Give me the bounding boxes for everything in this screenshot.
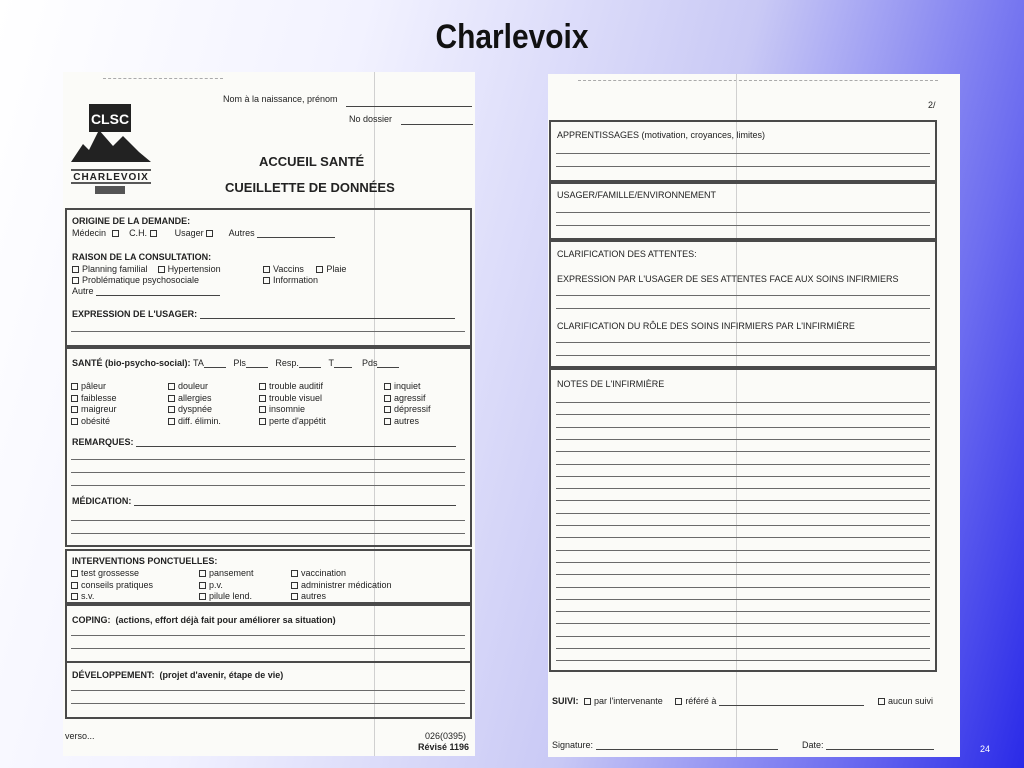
svg-text:CLSC: CLSC xyxy=(90,111,130,127)
checkbox[interactable] xyxy=(259,418,266,425)
page-marker: 2/ xyxy=(928,100,936,110)
date-line[interactable] xyxy=(826,749,934,750)
remarks-line-2[interactable] xyxy=(71,459,465,460)
other-origin-line[interactable] xyxy=(257,237,335,238)
checkbox[interactable] xyxy=(71,582,78,589)
notes-ruled-line[interactable] xyxy=(556,587,930,588)
medication-label: MÉDICATION: xyxy=(72,496,456,506)
health-col-3: trouble auditif trouble visuel insomnie perte d'appétit xyxy=(259,381,326,427)
nurse-notes-label: NOTES DE L'INFIRMIÈRE xyxy=(557,379,665,389)
checkbox[interactable] xyxy=(199,582,206,589)
expression-label: EXPRESSION DE L'USAGER: xyxy=(72,309,455,319)
remarks-line[interactable] xyxy=(136,446,456,447)
notes-ruled-line[interactable] xyxy=(556,525,930,526)
follow-up-row: SUIVI: par l'intervenante référé à xyxy=(552,696,864,706)
checkbox[interactable] xyxy=(584,698,591,705)
user-family-line-2[interactable] xyxy=(556,225,930,226)
notes-ruled-line[interactable] xyxy=(556,464,930,465)
coping-line-2[interactable] xyxy=(71,648,465,649)
checkbox[interactable] xyxy=(71,395,78,402)
expectations-section xyxy=(549,240,937,368)
checkbox[interactable] xyxy=(259,406,266,413)
interventions-col-3: vaccination administrer médication autres xyxy=(291,568,392,603)
checkbox[interactable] xyxy=(675,698,682,705)
checkbox[interactable] xyxy=(384,406,391,413)
health-col-1: pâleur faiblesse maigreur obésité xyxy=(71,381,117,427)
nursing-role-line-1[interactable] xyxy=(556,342,930,343)
clsc-logo xyxy=(69,100,154,196)
origin-title: ORIGINE DE LA DEMANDE: xyxy=(72,216,191,226)
notes-ruled-line[interactable] xyxy=(556,414,930,415)
notes-ruled-line[interactable] xyxy=(556,402,930,403)
checkbox[interactable] xyxy=(384,383,391,390)
user-family-label: USAGER/FAMILLE/ENVIRONNEMENT xyxy=(557,190,717,200)
expectations-line-2[interactable] xyxy=(556,308,930,309)
development-label: DÉVELOPPEMENT: (projet d'avenir, étape de vie) xyxy=(72,670,284,680)
signature-row: Signature: xyxy=(552,740,778,750)
form-revision: Révisé 1196 xyxy=(418,742,470,752)
checkbox[interactable] xyxy=(71,418,78,425)
nursing-role-line-2[interactable] xyxy=(556,355,930,356)
reason-other: Autre xyxy=(72,286,220,296)
expression-line[interactable] xyxy=(200,318,455,319)
checkbox[interactable] xyxy=(150,230,157,237)
checkbox[interactable] xyxy=(199,570,206,577)
coping-line-1[interactable] xyxy=(71,635,465,636)
slide-page-number: 24 xyxy=(979,744,990,754)
checkbox[interactable] xyxy=(71,383,78,390)
checkbox[interactable] xyxy=(71,406,78,413)
notes-ruled-line[interactable] xyxy=(556,574,930,575)
reason-row-1b: Vaccins Plaie xyxy=(263,264,346,274)
checkbox[interactable] xyxy=(71,570,78,577)
referred-to-line[interactable] xyxy=(719,705,864,706)
medication-line-2[interactable] xyxy=(71,520,465,521)
no-follow-up: aucun suivi xyxy=(878,696,933,706)
name-field-line[interactable] xyxy=(346,106,472,107)
verso-note: verso... xyxy=(65,731,95,741)
learning-line-2[interactable] xyxy=(556,166,930,167)
learning-label: APPRENTISSAGES (motivation, croyances, limites) xyxy=(557,130,766,140)
checkbox[interactable] xyxy=(168,383,175,390)
checkbox[interactable] xyxy=(71,593,78,600)
notes-ruled-line[interactable] xyxy=(556,500,930,501)
file-number-line[interactable] xyxy=(401,124,473,125)
notes-ruled-line[interactable] xyxy=(556,476,930,477)
section-divider xyxy=(65,661,472,663)
health-section xyxy=(65,347,472,547)
checkbox[interactable] xyxy=(316,266,323,273)
checkbox[interactable] xyxy=(72,277,79,284)
checkbox[interactable] xyxy=(291,570,298,577)
reason-row-2b: Information xyxy=(263,275,318,285)
name-field-label: Nom à la naissance, prénom xyxy=(223,94,338,104)
checkbox[interactable] xyxy=(291,593,298,600)
notes-ruled-line[interactable] xyxy=(556,623,930,624)
checkbox[interactable] xyxy=(259,383,266,390)
expectations-title: CLARIFICATION DES ATTENTES: xyxy=(557,249,697,259)
notes-ruled-line[interactable] xyxy=(556,636,930,637)
checkbox[interactable] xyxy=(72,266,79,273)
nursing-role-label: CLARIFICATION DU RÔLE DES SOINS INFIRMIERS PAR L'INFIRMIÈRE xyxy=(557,321,855,331)
vital-line[interactable] xyxy=(204,367,226,368)
checkbox[interactable] xyxy=(384,418,391,425)
checkbox[interactable] xyxy=(206,230,213,237)
signature-line[interactable] xyxy=(596,749,778,750)
checkbox[interactable] xyxy=(384,395,391,402)
notes-ruled-line[interactable] xyxy=(556,660,930,661)
vital-line[interactable] xyxy=(334,367,352,368)
health-vitals: SANTÉ (bio-psycho-social): TA Pls Resp. T Pds xyxy=(72,358,399,368)
reason-title: RAISON DE LA CONSULTATION: xyxy=(72,252,212,262)
form-subtitle: CUEILLETTE DE DONNÉES xyxy=(225,180,395,195)
scan-artifact xyxy=(578,80,938,81)
form-title: ACCUEIL SANTÉ xyxy=(259,154,365,169)
notes-ruled-line[interactable] xyxy=(556,427,930,428)
scan-artifact xyxy=(103,78,223,79)
expression-line-2[interactable] xyxy=(71,331,465,332)
notes-ruled-line[interactable] xyxy=(556,648,930,649)
expectations-line-1[interactable] xyxy=(556,295,930,296)
user-family-line-1[interactable] xyxy=(556,212,930,213)
checkbox[interactable] xyxy=(168,406,175,413)
notes-ruled-line[interactable] xyxy=(556,451,930,452)
notes-ruled-line[interactable] xyxy=(556,550,930,551)
reason-row-1: Planning familial Hypertension xyxy=(72,264,221,274)
date-row: Date: xyxy=(802,740,934,750)
medication-line-3[interactable] xyxy=(71,533,465,534)
checkbox[interactable] xyxy=(263,266,270,273)
remarks-line-4[interactable] xyxy=(71,485,465,486)
vital-line[interactable] xyxy=(299,367,321,368)
notes-ruled-line[interactable] xyxy=(556,599,930,600)
other-reason-line[interactable] xyxy=(96,295,220,296)
checkbox[interactable] xyxy=(168,395,175,402)
health-col-2: douleur allergies dyspnée diff. élimin. xyxy=(168,381,221,427)
checkbox[interactable] xyxy=(878,698,885,705)
notes-ruled-line[interactable] xyxy=(556,562,930,563)
learning-line-1[interactable] xyxy=(556,153,930,154)
interventions-col-2: pansement p.v. pilule lend. xyxy=(199,568,254,603)
reason-row-2: Problématique psychosociale xyxy=(72,275,199,285)
checkbox[interactable] xyxy=(112,230,119,237)
notes-ruled-line[interactable] xyxy=(556,611,930,612)
origin-options: Médecin C.H. Usager Autres xyxy=(72,228,335,238)
slide-title: Charlevoix xyxy=(435,18,589,56)
form-code: 026(0395) xyxy=(425,731,467,741)
notes-ruled-line[interactable] xyxy=(556,513,930,514)
medication-line[interactable] xyxy=(134,505,456,506)
development-line-2[interactable] xyxy=(71,703,465,704)
file-number-label: No dossier xyxy=(349,114,393,124)
coping-label: COPING: (actions, effort déjà fait pour améliorer sa situation) xyxy=(72,615,336,625)
vital-line[interactable] xyxy=(377,367,399,368)
checkbox[interactable] xyxy=(291,582,298,589)
form-page-2 xyxy=(548,74,960,757)
remarks-line-3[interactable] xyxy=(71,472,465,473)
form-page-1 xyxy=(63,72,475,756)
vital-line[interactable] xyxy=(246,367,268,368)
notes-ruled-line[interactable] xyxy=(556,488,930,489)
health-col-4: inquiet agressif dépressif autres xyxy=(384,381,431,427)
checkbox[interactable] xyxy=(199,593,206,600)
remarks-label: REMARQUES: xyxy=(72,437,456,447)
notes-ruled-line[interactable] xyxy=(556,439,930,440)
checkbox[interactable] xyxy=(168,418,175,425)
checkbox[interactable] xyxy=(263,277,270,284)
development-line-1[interactable] xyxy=(71,690,465,691)
expectations-expression: EXPRESSION PAR L'USAGER DE SES ATTENTES FACE AUX SOINS INFIRMIERS xyxy=(557,274,899,284)
svg-text:CHARLEVOIX: CHARLEVOIX xyxy=(73,172,149,183)
notes-ruled-line[interactable] xyxy=(556,537,930,538)
checkbox[interactable] xyxy=(158,266,165,273)
interventions-col-1: test grossesse conseils pratiques s.v. xyxy=(71,568,153,603)
checkbox[interactable] xyxy=(259,395,266,402)
interventions-title: INTERVENTIONS PONCTUELLES: xyxy=(72,556,218,566)
